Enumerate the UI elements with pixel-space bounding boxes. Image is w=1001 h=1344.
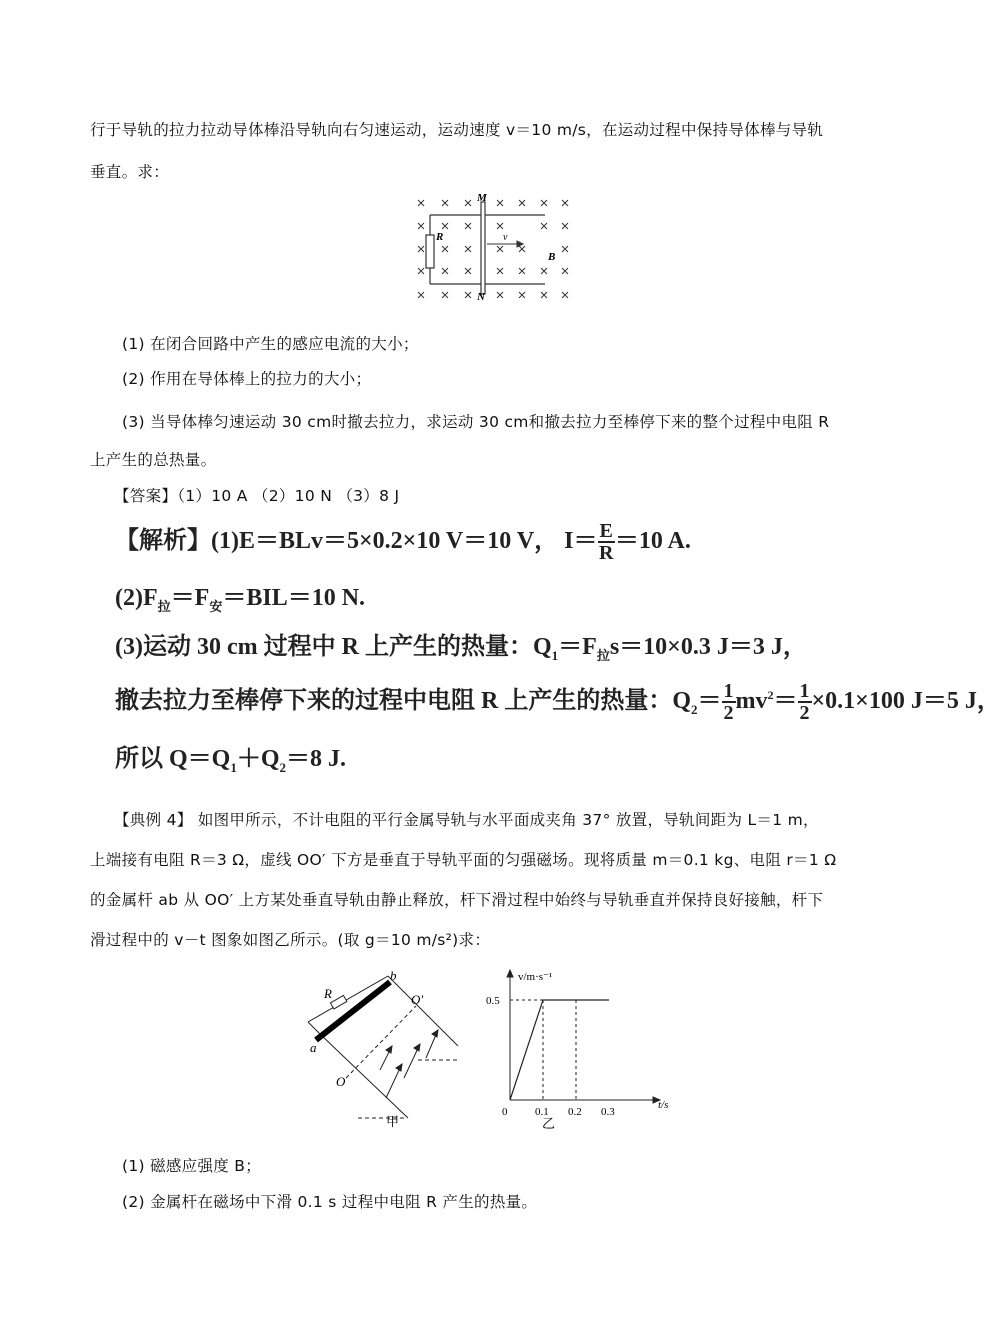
- label-v: v: [503, 232, 508, 243]
- resistor: [426, 235, 434, 268]
- answer-line: 【答案】（1）10 A （2）10 N （3）8 J: [114, 487, 400, 505]
- example4-line-4: 滑过程中的 v－t 图象如图乙所示。(取 g＝10 m/s²)求：: [90, 931, 491, 949]
- label-O: O: [336, 1074, 346, 1089]
- fraction-E-over-R: $\frac{E}{R}$: [598, 520, 614, 565]
- solution-line-5: 所以 $Q=Q_1+Q_2=8$ J.: [115, 746, 347, 775]
- inclined-rails-figure: [298, 968, 468, 1128]
- fraction-half-1: $\frac{1}{2}$: [723, 680, 734, 725]
- vt-series-line: [510, 1000, 609, 1100]
- question-3-line-2: 上产生的总热量。: [90, 451, 217, 469]
- label-O-prime: O′: [411, 992, 424, 1007]
- y-tick-label: 0.5: [486, 995, 500, 1007]
- label-M: M: [477, 192, 487, 204]
- fraction-half-2: $\frac{1}{2}$: [799, 680, 810, 725]
- solution-line-4: 撤去拉力至棒停下来的过程中电阻 R 上产生的热量：$Q_2=$ $\frac{1}{2}$ $mv^2=$ $\frac{1}{2}$ ×0.1×100 J＝5 J，: [115, 680, 1001, 725]
- right-rail: [388, 976, 458, 1046]
- caption-jia: 甲: [386, 1114, 400, 1129]
- x-axis-label: t/s: [658, 1099, 669, 1111]
- example4-line-3: 的金属杆 ab 从 OO′ 上方某处垂直导轨由静止释放，杆下滑过程中始终与导轨垂直并保持良好接触，杆下: [90, 891, 824, 909]
- rail-field-figure: [405, 188, 585, 304]
- example4-line-2: 上端接有电阻 R＝3 Ω，虚线 OO′ 下方是垂直于导轨平面的匀强磁场。现将质量 m＝0.1 kg、电阻 r＝1 Ω: [90, 851, 837, 869]
- label-b: b: [390, 968, 397, 983]
- intro-line-2: 垂直。求：: [90, 163, 170, 181]
- x-tick-label-0: 0: [502, 1106, 508, 1118]
- example4-question-1: (1) 磁感应强度 B；: [122, 1157, 262, 1175]
- label-N: N: [477, 291, 485, 303]
- label-a: a: [310, 1040, 317, 1055]
- label-R-jia: R: [324, 986, 332, 1001]
- caption-yi: 乙: [542, 1116, 556, 1131]
- solution-line-3: (3)运动 30 cm 过程中 R 上产生的热量：$Q_1=F_拉s=10\times 0.3$ J＝3 J，: [115, 634, 807, 663]
- left-rail: [320, 1034, 408, 1118]
- solution-line-1: 【解析】(1)E＝BLv＝5×0.2×10 V＝10 V， I＝ $\frac{E}{R}$ ＝10 A.: [115, 520, 691, 565]
- example4-line-1: 【典例 4】 如图甲所示，不计电阻的平行金属导轨与水平面成夹角 37° 放置，导轨间距为 L＝1 m，: [114, 811, 819, 829]
- x-tick-label-0.3: 0.3: [601, 1106, 615, 1118]
- conductor-bar: [481, 202, 485, 294]
- resistor-R: [330, 995, 346, 1009]
- vt-chart: [482, 958, 682, 1130]
- label-R: R: [436, 231, 444, 243]
- solution-line-2: $(2)F_拉=F_安=BIL=10$ N.: [115, 585, 366, 614]
- question-3-line-1: (3) 当导体棒匀速运动 30 cm时撤去拉力，求运动 30 cm和撤去拉力至棒停下来的整个过程中电阻 R: [122, 413, 830, 431]
- question-2: (2) 作用在导体棒上的拉力的大小；: [122, 370, 372, 388]
- x-tick-label-0.2: 0.2: [568, 1106, 582, 1118]
- example4-question-2: (2) 金属杆在磁场中下滑 0.1 s 过程中电阻 R 产生的热量。: [122, 1193, 538, 1211]
- question-1: (1) 在闭合回路中产生的感应电流的大小；: [122, 335, 419, 353]
- label-B: B: [548, 251, 556, 263]
- intro-line-1: 行于导轨的拉力拉动导体棒沿导轨向右匀速运动，运动速度 v＝10 m/s，在运动过程中保持导体棒与导轨: [90, 121, 824, 139]
- y-axis-label: v/m·s⁻¹: [518, 971, 553, 983]
- x-tick-label-0.1: 0.1: [535, 1106, 549, 1118]
